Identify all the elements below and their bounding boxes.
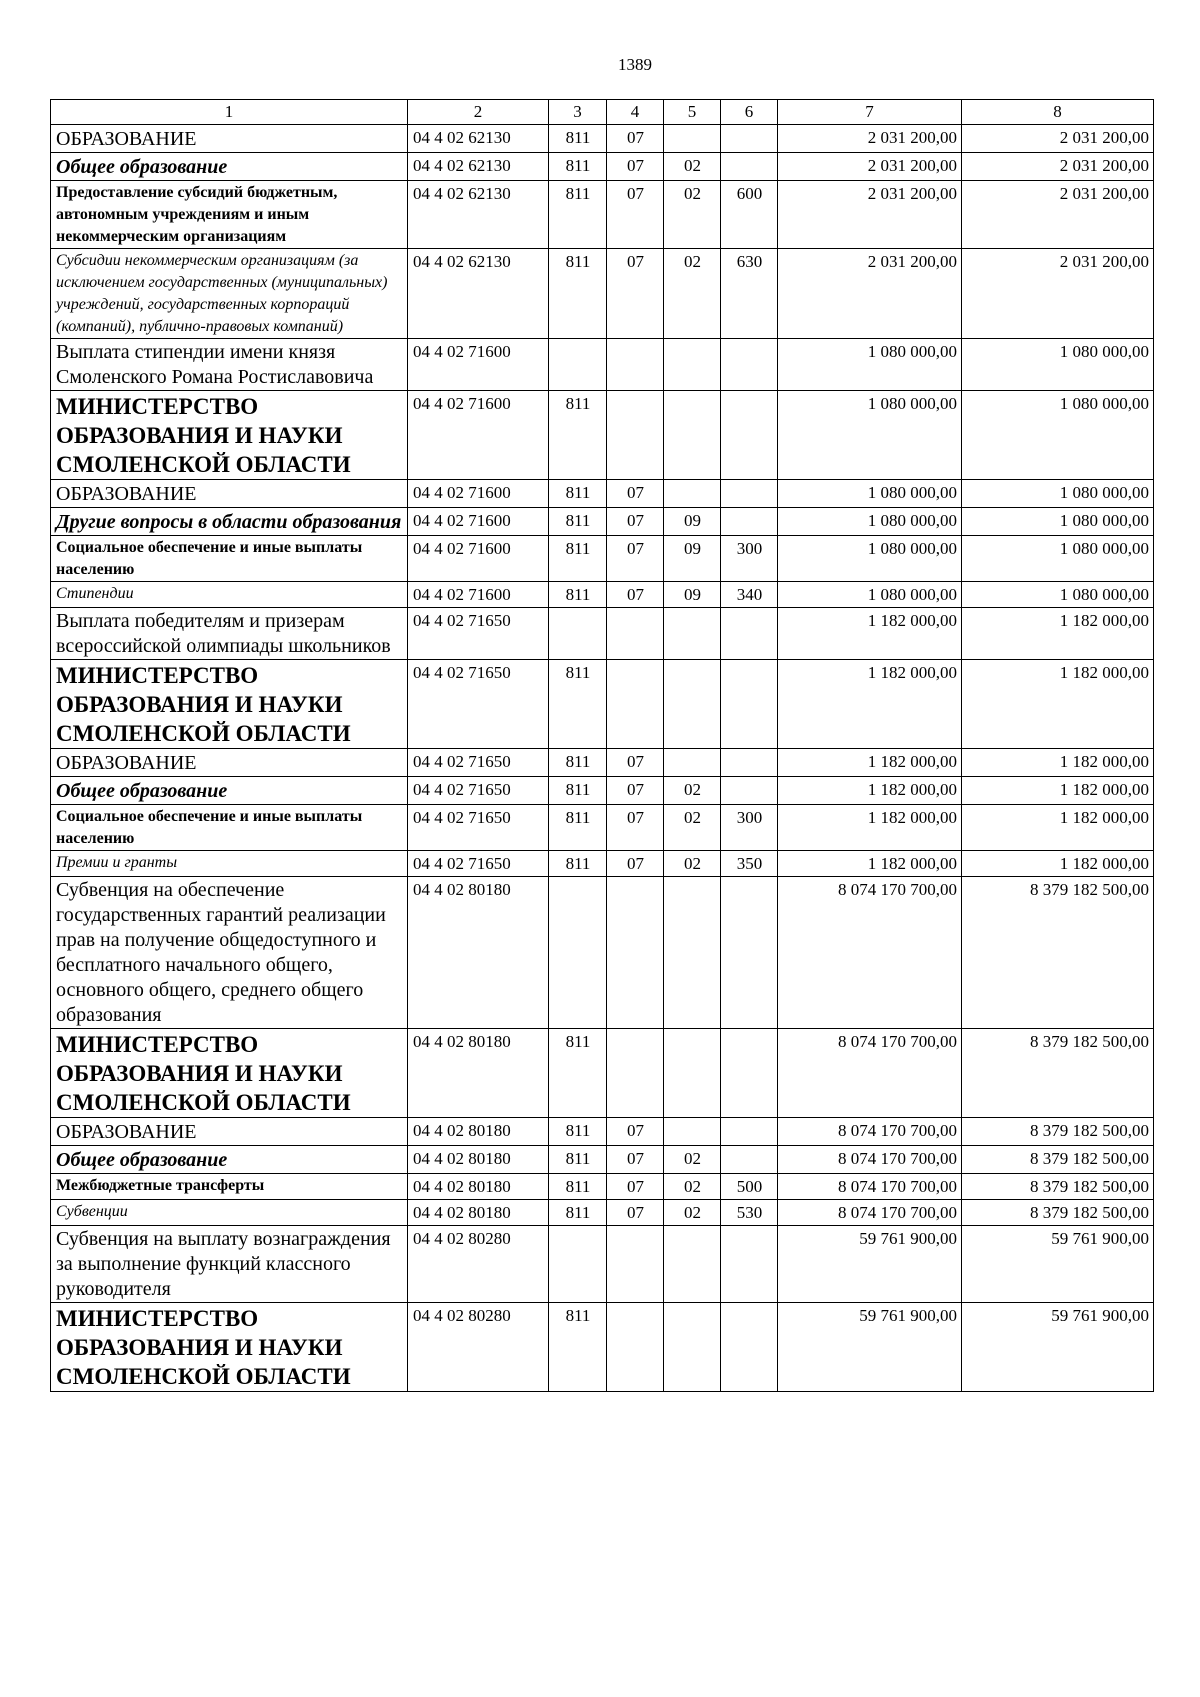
grbs-code: 811	[549, 1303, 607, 1392]
target-code: 04 4 02 80180	[408, 1029, 549, 1118]
table-row	[51, 1174, 1154, 1200]
amount-year-2: 1 182 000,00	[962, 749, 1154, 777]
column-header: 5	[664, 100, 721, 125]
expense-type-code: 300	[721, 536, 778, 582]
table-row	[51, 181, 1154, 249]
section-code: 07	[607, 1200, 664, 1226]
section-code: 07	[607, 480, 664, 508]
amount-year-1: 1 080 000,00	[778, 508, 962, 536]
section-code	[607, 660, 664, 749]
amount-year-2: 8 379 182 500,00	[962, 1200, 1154, 1226]
grbs-code: 811	[549, 582, 607, 608]
grbs-code	[549, 1226, 607, 1303]
target-code: 04 4 02 71600	[408, 582, 549, 608]
expense-type-code	[721, 508, 778, 536]
amount-year-1: 2 031 200,00	[778, 181, 962, 249]
amount-year-2: 1 080 000,00	[962, 536, 1154, 582]
table-row	[51, 1226, 1154, 1303]
expense-type-code	[721, 660, 778, 749]
target-code: 04 4 02 71600	[408, 508, 549, 536]
section-code	[607, 339, 664, 391]
amount-year-1: 8 074 170 700,00	[778, 1146, 962, 1174]
subsection-code: 09	[664, 582, 721, 608]
table-row	[51, 749, 1154, 777]
amount-year-2: 2 031 200,00	[962, 125, 1154, 153]
subsection-code	[664, 608, 721, 660]
item-name: Выплата победителям и призерам всероссийской олимпиады школьников	[51, 608, 408, 660]
expense-type-code: 350	[721, 851, 778, 877]
page-number: 1389	[618, 55, 652, 74]
target-code: 04 4 02 71600	[408, 536, 549, 582]
target-code: 04 4 02 71600	[408, 391, 549, 480]
table-row	[51, 877, 1154, 1029]
column-header: 3	[549, 100, 607, 125]
expense-type-code	[721, 125, 778, 153]
header-row	[51, 100, 1154, 125]
item-name: МИНИСТЕРСТВО ОБРАЗОВАНИЯ И НАУКИ СМОЛЕНСКОЙ ОБЛАСТИ	[51, 391, 408, 480]
subsection-code: 02	[664, 777, 721, 805]
target-code: 04 4 02 80180	[408, 1200, 549, 1226]
table-row	[51, 391, 1154, 480]
amount-year-2: 1 080 000,00	[962, 582, 1154, 608]
grbs-code: 811	[549, 1174, 607, 1200]
amount-year-1: 8 074 170 700,00	[778, 1174, 962, 1200]
subsection-code: 02	[664, 1146, 721, 1174]
amount-year-1: 1 182 000,00	[778, 660, 962, 749]
table-row	[51, 1146, 1154, 1174]
amount-year-2: 1 182 000,00	[962, 851, 1154, 877]
section-code: 07	[607, 582, 664, 608]
expense-type-code	[721, 749, 778, 777]
subsection-code: 02	[664, 1200, 721, 1226]
grbs-code: 811	[549, 1146, 607, 1174]
expense-type-code: 340	[721, 582, 778, 608]
expense-type-code	[721, 1303, 778, 1392]
grbs-code	[549, 339, 607, 391]
amount-year-2: 2 031 200,00	[962, 249, 1154, 339]
item-name: Выплата стипендии имени князя Смоленского Романа Ростиславовича	[51, 339, 408, 391]
grbs-code: 811	[549, 249, 607, 339]
grbs-code: 811	[549, 1029, 607, 1118]
amount-year-1: 59 761 900,00	[778, 1226, 962, 1303]
item-name: Премии и гранты	[51, 851, 408, 877]
target-code: 04 4 02 71600	[408, 339, 549, 391]
item-name: Социальное обеспечение и иные выплаты населению	[51, 805, 408, 851]
target-code: 04 4 02 62130	[408, 153, 549, 181]
grbs-code: 811	[549, 851, 607, 877]
grbs-code: 811	[549, 749, 607, 777]
amount-year-1: 8 074 170 700,00	[778, 1118, 962, 1146]
subsection-code	[664, 480, 721, 508]
expense-type-code	[721, 1146, 778, 1174]
item-name: Субсидии некоммерческим организациям (за исключением государственных (муниципальных) учреждений, государственных корпораций (компаний), публично-правовых компаний)	[51, 249, 408, 339]
subsection-code: 02	[664, 181, 721, 249]
grbs-code: 811	[549, 181, 607, 249]
table-row	[51, 1029, 1154, 1118]
amount-year-2: 1 080 000,00	[962, 339, 1154, 391]
section-code: 07	[607, 181, 664, 249]
item-name: ОБРАЗОВАНИЕ	[51, 749, 408, 777]
amount-year-1: 1 182 000,00	[778, 608, 962, 660]
amount-year-2: 8 379 182 500,00	[962, 1118, 1154, 1146]
table-row	[51, 508, 1154, 536]
amount-year-1: 2 031 200,00	[778, 249, 962, 339]
amount-year-2: 8 379 182 500,00	[962, 1029, 1154, 1118]
target-code: 04 4 02 80180	[408, 1174, 549, 1200]
item-name: Межбюджетные трансферты	[51, 1174, 408, 1200]
item-name: Социальное обеспечение и иные выплаты населению	[51, 536, 408, 582]
target-code: 04 4 02 80180	[408, 1118, 549, 1146]
section-code: 07	[607, 536, 664, 582]
subsection-code	[664, 1226, 721, 1303]
amount-year-2: 2 031 200,00	[962, 153, 1154, 181]
amount-year-1: 1 080 000,00	[778, 480, 962, 508]
table-row	[51, 777, 1154, 805]
target-code: 04 4 02 62130	[408, 249, 549, 339]
amount-year-2: 1 080 000,00	[962, 391, 1154, 480]
table-row	[51, 480, 1154, 508]
amount-year-2: 59 761 900,00	[962, 1226, 1154, 1303]
table-row	[51, 660, 1154, 749]
table-row	[51, 608, 1154, 660]
subsection-code	[664, 749, 721, 777]
subsection-code: 02	[664, 249, 721, 339]
amount-year-1: 8 074 170 700,00	[778, 877, 962, 1029]
section-code: 07	[607, 851, 664, 877]
expense-type-code: 300	[721, 805, 778, 851]
amount-year-1: 59 761 900,00	[778, 1303, 962, 1392]
section-code: 07	[607, 1146, 664, 1174]
amount-year-1: 1 182 000,00	[778, 805, 962, 851]
target-code: 04 4 02 71650	[408, 851, 549, 877]
item-name: Субвенции	[51, 1200, 408, 1226]
target-code: 04 4 02 80280	[408, 1226, 549, 1303]
item-name: МИНИСТЕРСТВО ОБРАЗОВАНИЯ И НАУКИ СМОЛЕНСКОЙ ОБЛАСТИ	[51, 660, 408, 749]
target-code: 04 4 02 71650	[408, 660, 549, 749]
expense-type-code: 500	[721, 1174, 778, 1200]
expense-type-code	[721, 608, 778, 660]
amount-year-2: 59 761 900,00	[962, 1303, 1154, 1392]
target-code: 04 4 02 62130	[408, 181, 549, 249]
amount-year-1: 8 074 170 700,00	[778, 1029, 962, 1118]
target-code: 04 4 02 62130	[408, 125, 549, 153]
column-header: 8	[962, 100, 1154, 125]
target-code: 04 4 02 80180	[408, 1146, 549, 1174]
amount-year-2: 1 182 000,00	[962, 777, 1154, 805]
table-row	[51, 125, 1154, 153]
amount-year-1: 1 080 000,00	[778, 391, 962, 480]
amount-year-2: 1 182 000,00	[962, 660, 1154, 749]
amount-year-1: 1 080 000,00	[778, 582, 962, 608]
grbs-code: 811	[549, 777, 607, 805]
amount-year-2: 2 031 200,00	[962, 181, 1154, 249]
subsection-code	[664, 660, 721, 749]
item-name: МИНИСТЕРСТВО ОБРАЗОВАНИЯ И НАУКИ СМОЛЕНСКОЙ ОБЛАСТИ	[51, 1303, 408, 1392]
table-body	[51, 125, 1154, 1392]
target-code: 04 4 02 71650	[408, 608, 549, 660]
grbs-code: 811	[549, 536, 607, 582]
target-code: 04 4 02 71650	[408, 777, 549, 805]
item-name: Другие вопросы в области образования	[51, 508, 408, 536]
expense-type-code: 630	[721, 249, 778, 339]
amount-year-1: 1 080 000,00	[778, 339, 962, 391]
item-name: ОБРАЗОВАНИЕ	[51, 125, 408, 153]
grbs-code: 811	[549, 1118, 607, 1146]
section-code: 07	[607, 1118, 664, 1146]
grbs-code	[549, 877, 607, 1029]
grbs-code: 811	[549, 125, 607, 153]
target-code: 04 4 02 71650	[408, 749, 549, 777]
subsection-code	[664, 1303, 721, 1392]
subsection-code: 02	[664, 1174, 721, 1200]
grbs-code: 811	[549, 508, 607, 536]
amount-year-1: 1 080 000,00	[778, 536, 962, 582]
section-code: 07	[607, 1174, 664, 1200]
amount-year-2: 8 379 182 500,00	[962, 877, 1154, 1029]
amount-year-1: 1 182 000,00	[778, 777, 962, 805]
target-code: 04 4 02 71600	[408, 480, 549, 508]
column-header: 2	[408, 100, 549, 125]
section-code: 07	[607, 508, 664, 536]
section-code: 07	[607, 125, 664, 153]
expense-type-code	[721, 391, 778, 480]
subsection-code: 02	[664, 851, 721, 877]
target-code: 04 4 02 80280	[408, 1303, 549, 1392]
item-name: ОБРАЗОВАНИЕ	[51, 480, 408, 508]
grbs-code: 811	[549, 1200, 607, 1226]
grbs-code: 811	[549, 480, 607, 508]
subsection-code: 02	[664, 805, 721, 851]
amount-year-1: 1 182 000,00	[778, 851, 962, 877]
section-code	[607, 877, 664, 1029]
subsection-code	[664, 339, 721, 391]
amount-year-2: 8 379 182 500,00	[962, 1146, 1154, 1174]
item-name: Общее образование	[51, 1146, 408, 1174]
subsection-code	[664, 125, 721, 153]
section-code	[607, 1029, 664, 1118]
section-code: 07	[607, 153, 664, 181]
item-name: Стипендии	[51, 582, 408, 608]
subsection-code	[664, 1118, 721, 1146]
amount-year-2: 8 379 182 500,00	[962, 1174, 1154, 1200]
expense-type-code: 530	[721, 1200, 778, 1226]
expense-type-code	[721, 153, 778, 181]
grbs-code: 811	[549, 805, 607, 851]
amount-year-1: 8 074 170 700,00	[778, 1200, 962, 1226]
expense-type-code: 600	[721, 181, 778, 249]
item-name: МИНИСТЕРСТВО ОБРАЗОВАНИЯ И НАУКИ СМОЛЕНСКОЙ ОБЛАСТИ	[51, 1029, 408, 1118]
item-name: Общее образование	[51, 153, 408, 181]
item-name: Субвенция на выплату вознаграждения за выполнение функций классного руководителя	[51, 1226, 408, 1303]
amount-year-2: 1 080 000,00	[962, 480, 1154, 508]
item-name: ОБРАЗОВАНИЕ	[51, 1118, 408, 1146]
subsection-code: 09	[664, 536, 721, 582]
section-code	[607, 608, 664, 660]
table-row	[51, 851, 1154, 877]
grbs-code: 811	[549, 660, 607, 749]
section-code: 07	[607, 749, 664, 777]
table-row	[51, 582, 1154, 608]
column-header: 6	[721, 100, 778, 125]
item-name: Общее образование	[51, 777, 408, 805]
expense-type-code	[721, 1029, 778, 1118]
expense-type-code	[721, 1226, 778, 1303]
target-code: 04 4 02 80180	[408, 877, 549, 1029]
expense-type-code	[721, 480, 778, 508]
column-header: 4	[607, 100, 664, 125]
expense-type-code	[721, 339, 778, 391]
amount-year-1: 2 031 200,00	[778, 153, 962, 181]
table-row	[51, 1200, 1154, 1226]
expense-type-code	[721, 777, 778, 805]
amount-year-2: 1 182 000,00	[962, 608, 1154, 660]
amount-year-2: 1 182 000,00	[962, 805, 1154, 851]
table-row	[51, 536, 1154, 582]
section-code: 07	[607, 805, 664, 851]
table-row	[51, 153, 1154, 181]
amount-year-1: 1 182 000,00	[778, 749, 962, 777]
expense-type-code	[721, 877, 778, 1029]
item-name: Субвенция на обеспечение государственных гарантий реализации прав на получение общедоступного и бесплатного начального общего, основного общего, среднего общего образования	[51, 877, 408, 1029]
section-code	[607, 1226, 664, 1303]
table-row	[51, 1303, 1154, 1392]
grbs-code	[549, 608, 607, 660]
subsection-code	[664, 391, 721, 480]
table-row	[51, 1118, 1154, 1146]
table-row	[51, 249, 1154, 339]
table-row	[51, 339, 1154, 391]
section-code: 07	[607, 777, 664, 805]
section-code	[607, 391, 664, 480]
column-header: 7	[778, 100, 962, 125]
budget-table	[50, 99, 1154, 1392]
amount-year-2: 1 080 000,00	[962, 508, 1154, 536]
subsection-code	[664, 877, 721, 1029]
subsection-code: 09	[664, 508, 721, 536]
section-code: 07	[607, 249, 664, 339]
item-name: Предоставление субсидий бюджетным, автономным учреждениям и иным некоммерческим организациям	[51, 181, 408, 249]
table-row	[51, 805, 1154, 851]
subsection-code: 02	[664, 153, 721, 181]
expense-type-code	[721, 1118, 778, 1146]
grbs-code: 811	[549, 153, 607, 181]
section-code	[607, 1303, 664, 1392]
grbs-code: 811	[549, 391, 607, 480]
subsection-code	[664, 1029, 721, 1118]
amount-year-1: 2 031 200,00	[778, 125, 962, 153]
column-header: 1	[51, 100, 408, 125]
target-code: 04 4 02 71650	[408, 805, 549, 851]
